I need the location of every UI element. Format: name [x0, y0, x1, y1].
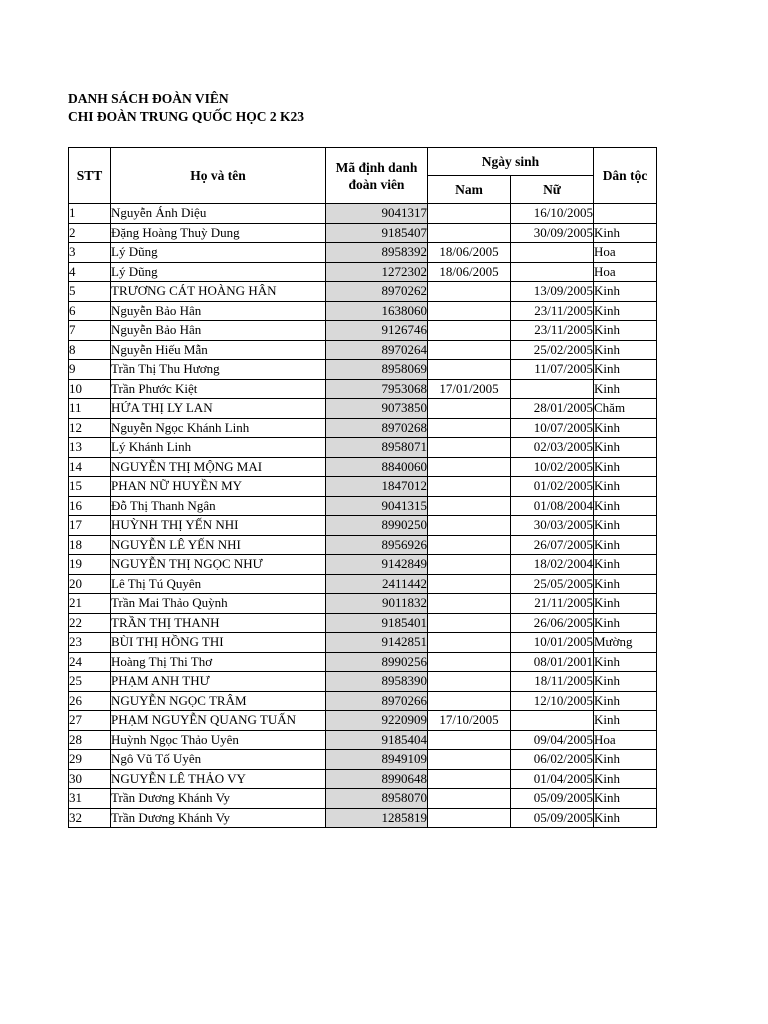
table-row	[69, 672, 657, 692]
table-row	[69, 477, 657, 497]
cell-ethnicity	[594, 204, 657, 224]
cell-stt: 12	[69, 418, 111, 438]
header-male: Nam	[428, 176, 511, 204]
cell-member-id: 8958392	[326, 243, 428, 263]
cell-member-id: 8956926	[326, 535, 428, 555]
cell-birth-male: 18/06/2005	[428, 243, 511, 263]
header-birth-date: Ngày sinh	[428, 148, 594, 176]
table-row	[69, 243, 657, 263]
table-row	[69, 594, 657, 614]
cell-name: Lý Dũng	[111, 243, 326, 263]
cell-name: TRẦN THỊ THANH	[111, 613, 326, 633]
cell-birth-female: 05/09/2005	[511, 789, 594, 809]
cell-member-id: 8970262	[326, 282, 428, 302]
cell-name: NGUYỄN NGỌC TRÂM	[111, 691, 326, 711]
cell-member-id: 8970264	[326, 340, 428, 360]
cell-birth-female: 01/02/2005	[511, 477, 594, 497]
cell-ethnicity: Kinh	[594, 223, 657, 243]
cell-birth-male	[428, 340, 511, 360]
cell-stt: 31	[69, 789, 111, 809]
table-row	[69, 516, 657, 536]
table-row	[69, 535, 657, 555]
cell-birth-female: 01/04/2005	[511, 769, 594, 789]
cell-birth-female	[511, 262, 594, 282]
cell-stt: 5	[69, 282, 111, 302]
cell-birth-female: 21/11/2005	[511, 594, 594, 614]
table-row	[69, 574, 657, 594]
cell-birth-female: 16/10/2005	[511, 204, 594, 224]
table-row	[69, 321, 657, 341]
cell-name: Đỗ Thị Thanh Ngân	[111, 496, 326, 516]
cell-stt: 14	[69, 457, 111, 477]
cell-ethnicity: Kinh	[594, 769, 657, 789]
cell-birth-male	[428, 496, 511, 516]
cell-member-id: 8970266	[326, 691, 428, 711]
cell-member-id: 9185404	[326, 730, 428, 750]
member-table	[68, 147, 657, 828]
cell-birth-female: 26/06/2005	[511, 613, 594, 633]
cell-birth-female: 30/09/2005	[511, 223, 594, 243]
cell-name: TRƯƠNG CÁT HOÀNG HÂN	[111, 282, 326, 302]
cell-name: Lê Thị Tú Quyên	[111, 574, 326, 594]
cell-birth-male	[428, 555, 511, 575]
cell-birth-male	[428, 399, 511, 419]
table-row	[69, 262, 657, 282]
cell-stt: 6	[69, 301, 111, 321]
cell-member-id: 8958071	[326, 438, 428, 458]
table-row	[69, 438, 657, 458]
cell-name: Lý Dũng	[111, 262, 326, 282]
table-row	[69, 711, 657, 731]
table-body	[69, 204, 657, 828]
cell-birth-male: 17/10/2005	[428, 711, 511, 731]
cell-stt: 3	[69, 243, 111, 263]
document-heading	[68, 90, 304, 126]
cell-birth-male	[428, 418, 511, 438]
cell-member-id: 8990648	[326, 769, 428, 789]
cell-ethnicity: Kinh	[594, 496, 657, 516]
cell-stt: 16	[69, 496, 111, 516]
cell-birth-female: 10/07/2005	[511, 418, 594, 438]
cell-birth-male	[428, 691, 511, 711]
cell-member-id: 1285819	[326, 808, 428, 828]
cell-birth-female: 23/11/2005	[511, 301, 594, 321]
cell-stt: 18	[69, 535, 111, 555]
cell-member-id: 9041315	[326, 496, 428, 516]
cell-stt: 1	[69, 204, 111, 224]
cell-name: PHAN NỮ HUYỀN MY	[111, 477, 326, 497]
cell-name: NGUYỄN LÊ THẢO VY	[111, 769, 326, 789]
cell-birth-male	[428, 769, 511, 789]
cell-member-id: 1847012	[326, 477, 428, 497]
cell-stt: 32	[69, 808, 111, 828]
document-title: DANH SÁCH ĐOÀN VIÊN	[68, 91, 229, 106]
cell-member-id: 8990250	[326, 516, 428, 536]
cell-member-id: 9142851	[326, 633, 428, 653]
cell-ethnicity: Kinh	[594, 457, 657, 477]
cell-stt: 22	[69, 613, 111, 633]
table-row	[69, 496, 657, 516]
cell-birth-female: 02/03/2005	[511, 438, 594, 458]
cell-name: Trần Phước Kiệt	[111, 379, 326, 399]
cell-stt: 7	[69, 321, 111, 341]
cell-member-id: 8949109	[326, 750, 428, 770]
cell-ethnicity: Kinh	[594, 652, 657, 672]
cell-ethnicity: Kinh	[594, 535, 657, 555]
cell-name: Trần Dương Khánh Vy	[111, 789, 326, 809]
cell-member-id: 9126746	[326, 321, 428, 341]
cell-ethnicity: Kinh	[594, 574, 657, 594]
table-row	[69, 457, 657, 477]
cell-birth-male	[428, 301, 511, 321]
cell-stt: 27	[69, 711, 111, 731]
cell-ethnicity: Kinh	[594, 418, 657, 438]
cell-member-id: 8970268	[326, 418, 428, 438]
cell-name: NGUYỄN LÊ YẾN NHI	[111, 535, 326, 555]
table-row	[69, 555, 657, 575]
header-name: Họ và tên	[111, 148, 326, 204]
cell-birth-male	[428, 477, 511, 497]
cell-ethnicity: Kinh	[594, 789, 657, 809]
cell-birth-female: 05/09/2005	[511, 808, 594, 828]
cell-ethnicity: Kinh	[594, 516, 657, 536]
cell-birth-male	[428, 652, 511, 672]
cell-birth-male	[428, 613, 511, 633]
cell-birth-male	[428, 204, 511, 224]
cell-name: Nguyễn Bảo Hân	[111, 301, 326, 321]
cell-name: Nguyễn Ánh Diệu	[111, 204, 326, 224]
cell-stt: 25	[69, 672, 111, 692]
table-row	[69, 633, 657, 653]
cell-member-id: 8958070	[326, 789, 428, 809]
cell-member-id: 8840060	[326, 457, 428, 477]
cell-stt: 15	[69, 477, 111, 497]
cell-birth-female: 26/07/2005	[511, 535, 594, 555]
cell-member-id: 8958390	[326, 672, 428, 692]
cell-birth-female: 10/02/2005	[511, 457, 594, 477]
cell-name: PHẠM NGUYỄN QUANG TUẤN	[111, 711, 326, 731]
table-row	[69, 379, 657, 399]
header-ethnicity: Dân tộc	[594, 148, 657, 204]
cell-ethnicity: Kinh	[594, 438, 657, 458]
cell-member-id: 1638060	[326, 301, 428, 321]
cell-name: Nguyễn Ngọc Khánh Linh	[111, 418, 326, 438]
cell-birth-female: 28/01/2005	[511, 399, 594, 419]
cell-birth-male	[428, 438, 511, 458]
cell-birth-male	[428, 457, 511, 477]
table-row	[69, 282, 657, 302]
cell-birth-female: 25/05/2005	[511, 574, 594, 594]
cell-member-id: 9185407	[326, 223, 428, 243]
table-row	[69, 613, 657, 633]
cell-ethnicity: Hoa	[594, 730, 657, 750]
cell-stt: 30	[69, 769, 111, 789]
cell-name: HUỲNH THỊ YẾN NHI	[111, 516, 326, 536]
cell-birth-male	[428, 223, 511, 243]
cell-birth-male	[428, 730, 511, 750]
cell-ethnicity: Kinh	[594, 360, 657, 380]
cell-stt: 21	[69, 594, 111, 614]
cell-stt: 9	[69, 360, 111, 380]
cell-birth-male	[428, 360, 511, 380]
cell-birth-female: 09/04/2005	[511, 730, 594, 750]
cell-stt: 11	[69, 399, 111, 419]
cell-birth-female: 01/08/2004	[511, 496, 594, 516]
cell-birth-male	[428, 282, 511, 302]
cell-member-id: 8958069	[326, 360, 428, 380]
table-row	[69, 808, 657, 828]
table-row	[69, 301, 657, 321]
cell-ethnicity: Kinh	[594, 555, 657, 575]
cell-member-id: 9041317	[326, 204, 428, 224]
table-row	[69, 652, 657, 672]
table-header	[69, 148, 657, 204]
cell-birth-female	[511, 243, 594, 263]
cell-member-id: 2411442	[326, 574, 428, 594]
table-row	[69, 340, 657, 360]
cell-stt: 23	[69, 633, 111, 653]
header-female: Nữ	[511, 176, 594, 204]
cell-birth-female: 10/01/2005	[511, 633, 594, 653]
cell-birth-male	[428, 672, 511, 692]
header-member-id-line1: Mã định danh	[335, 159, 418, 175]
table-row	[69, 691, 657, 711]
document-subtitle: CHI ĐOÀN TRUNG QUỐC HỌC 2 K23	[68, 109, 305, 124]
cell-stt: 19	[69, 555, 111, 575]
cell-name: Đặng Hoàng Thuỳ Dung	[111, 223, 326, 243]
cell-ethnicity: Kinh	[594, 301, 657, 321]
cell-member-id: 7953068	[326, 379, 428, 399]
cell-ethnicity: Chăm	[594, 399, 657, 419]
cell-birth-male	[428, 535, 511, 555]
cell-stt: 26	[69, 691, 111, 711]
cell-member-id: 9220909	[326, 711, 428, 731]
cell-member-id: 9142849	[326, 555, 428, 575]
cell-birth-male	[428, 633, 511, 653]
cell-name: Lý Khánh Linh	[111, 438, 326, 458]
cell-birth-male	[428, 750, 511, 770]
cell-ethnicity: Kinh	[594, 691, 657, 711]
cell-ethnicity: Kinh	[594, 477, 657, 497]
header-member-id	[326, 148, 428, 204]
cell-stt: 4	[69, 262, 111, 282]
cell-stt: 28	[69, 730, 111, 750]
table-row	[69, 418, 657, 438]
cell-birth-female: 13/09/2005	[511, 282, 594, 302]
cell-birth-female: 18/11/2005	[511, 672, 594, 692]
cell-member-id: 9011832	[326, 594, 428, 614]
cell-name: BÙI THỊ HỒNG THI	[111, 633, 326, 653]
cell-stt: 13	[69, 438, 111, 458]
table-row	[69, 360, 657, 380]
cell-ethnicity: Kinh	[594, 282, 657, 302]
cell-name: Hoàng Thị Thi Thơ	[111, 652, 326, 672]
cell-birth-female	[511, 711, 594, 731]
cell-name: Trần Dương Khánh Vy	[111, 808, 326, 828]
cell-ethnicity: Kinh	[594, 321, 657, 341]
cell-name: Nguyễn Bảo Hân	[111, 321, 326, 341]
cell-birth-female: 08/01/2001	[511, 652, 594, 672]
cell-birth-female: 12/10/2005	[511, 691, 594, 711]
cell-ethnicity: Hoa	[594, 262, 657, 282]
cell-ethnicity: Kinh	[594, 750, 657, 770]
cell-stt: 24	[69, 652, 111, 672]
cell-ethnicity: Kinh	[594, 613, 657, 633]
cell-stt: 8	[69, 340, 111, 360]
cell-birth-female: 25/02/2005	[511, 340, 594, 360]
cell-name: Huỳnh Ngọc Thảo Uyên	[111, 730, 326, 750]
cell-ethnicity: Mường	[594, 633, 657, 653]
cell-ethnicity: Hoa	[594, 243, 657, 263]
cell-ethnicity: Kinh	[594, 594, 657, 614]
table-row	[69, 730, 657, 750]
table-row	[69, 223, 657, 243]
cell-name: Trần Thị Thu Hương	[111, 360, 326, 380]
table-row	[69, 769, 657, 789]
cell-birth-female: 11/07/2005	[511, 360, 594, 380]
cell-member-id: 9185401	[326, 613, 428, 633]
cell-birth-female: 23/11/2005	[511, 321, 594, 341]
table-row	[69, 204, 657, 224]
cell-stt: 2	[69, 223, 111, 243]
cell-name: Trần Mai Thảo Quỳnh	[111, 594, 326, 614]
header-stt: STT	[69, 148, 111, 204]
header-member-id-line2: đoàn viên	[348, 176, 405, 192]
cell-name: Ngô Vũ Tố Uyên	[111, 750, 326, 770]
cell-member-id: 9073850	[326, 399, 428, 419]
cell-name: PHẠM ANH THƯ	[111, 672, 326, 692]
table-row	[69, 399, 657, 419]
cell-stt: 20	[69, 574, 111, 594]
table-row	[69, 789, 657, 809]
cell-name: NGUYỄN THỊ NGỌC NHƯ	[111, 555, 326, 575]
cell-member-id: 8990256	[326, 652, 428, 672]
cell-member-id: 1272302	[326, 262, 428, 282]
cell-birth-male	[428, 808, 511, 828]
cell-birth-male: 17/01/2005	[428, 379, 511, 399]
cell-ethnicity: Kinh	[594, 340, 657, 360]
cell-birth-male: 18/06/2005	[428, 262, 511, 282]
cell-stt: 10	[69, 379, 111, 399]
cell-birth-female: 30/03/2005	[511, 516, 594, 536]
cell-stt: 29	[69, 750, 111, 770]
cell-birth-male	[428, 516, 511, 536]
cell-name: NGUYỄN THỊ MỘNG MAI	[111, 457, 326, 477]
cell-ethnicity: Kinh	[594, 808, 657, 828]
cell-birth-female: 06/02/2005	[511, 750, 594, 770]
cell-birth-male	[428, 789, 511, 809]
cell-name: Nguyễn Hiếu Mẫn	[111, 340, 326, 360]
cell-birth-female: 18/02/2004	[511, 555, 594, 575]
cell-ethnicity: Kinh	[594, 711, 657, 731]
cell-birth-female	[511, 379, 594, 399]
cell-stt: 17	[69, 516, 111, 536]
cell-ethnicity: Kinh	[594, 379, 657, 399]
cell-birth-male	[428, 594, 511, 614]
cell-name: HỨA THỊ LY LAN	[111, 399, 326, 419]
table-row	[69, 750, 657, 770]
cell-ethnicity: Kinh	[594, 672, 657, 692]
cell-birth-male	[428, 321, 511, 341]
cell-birth-male	[428, 574, 511, 594]
